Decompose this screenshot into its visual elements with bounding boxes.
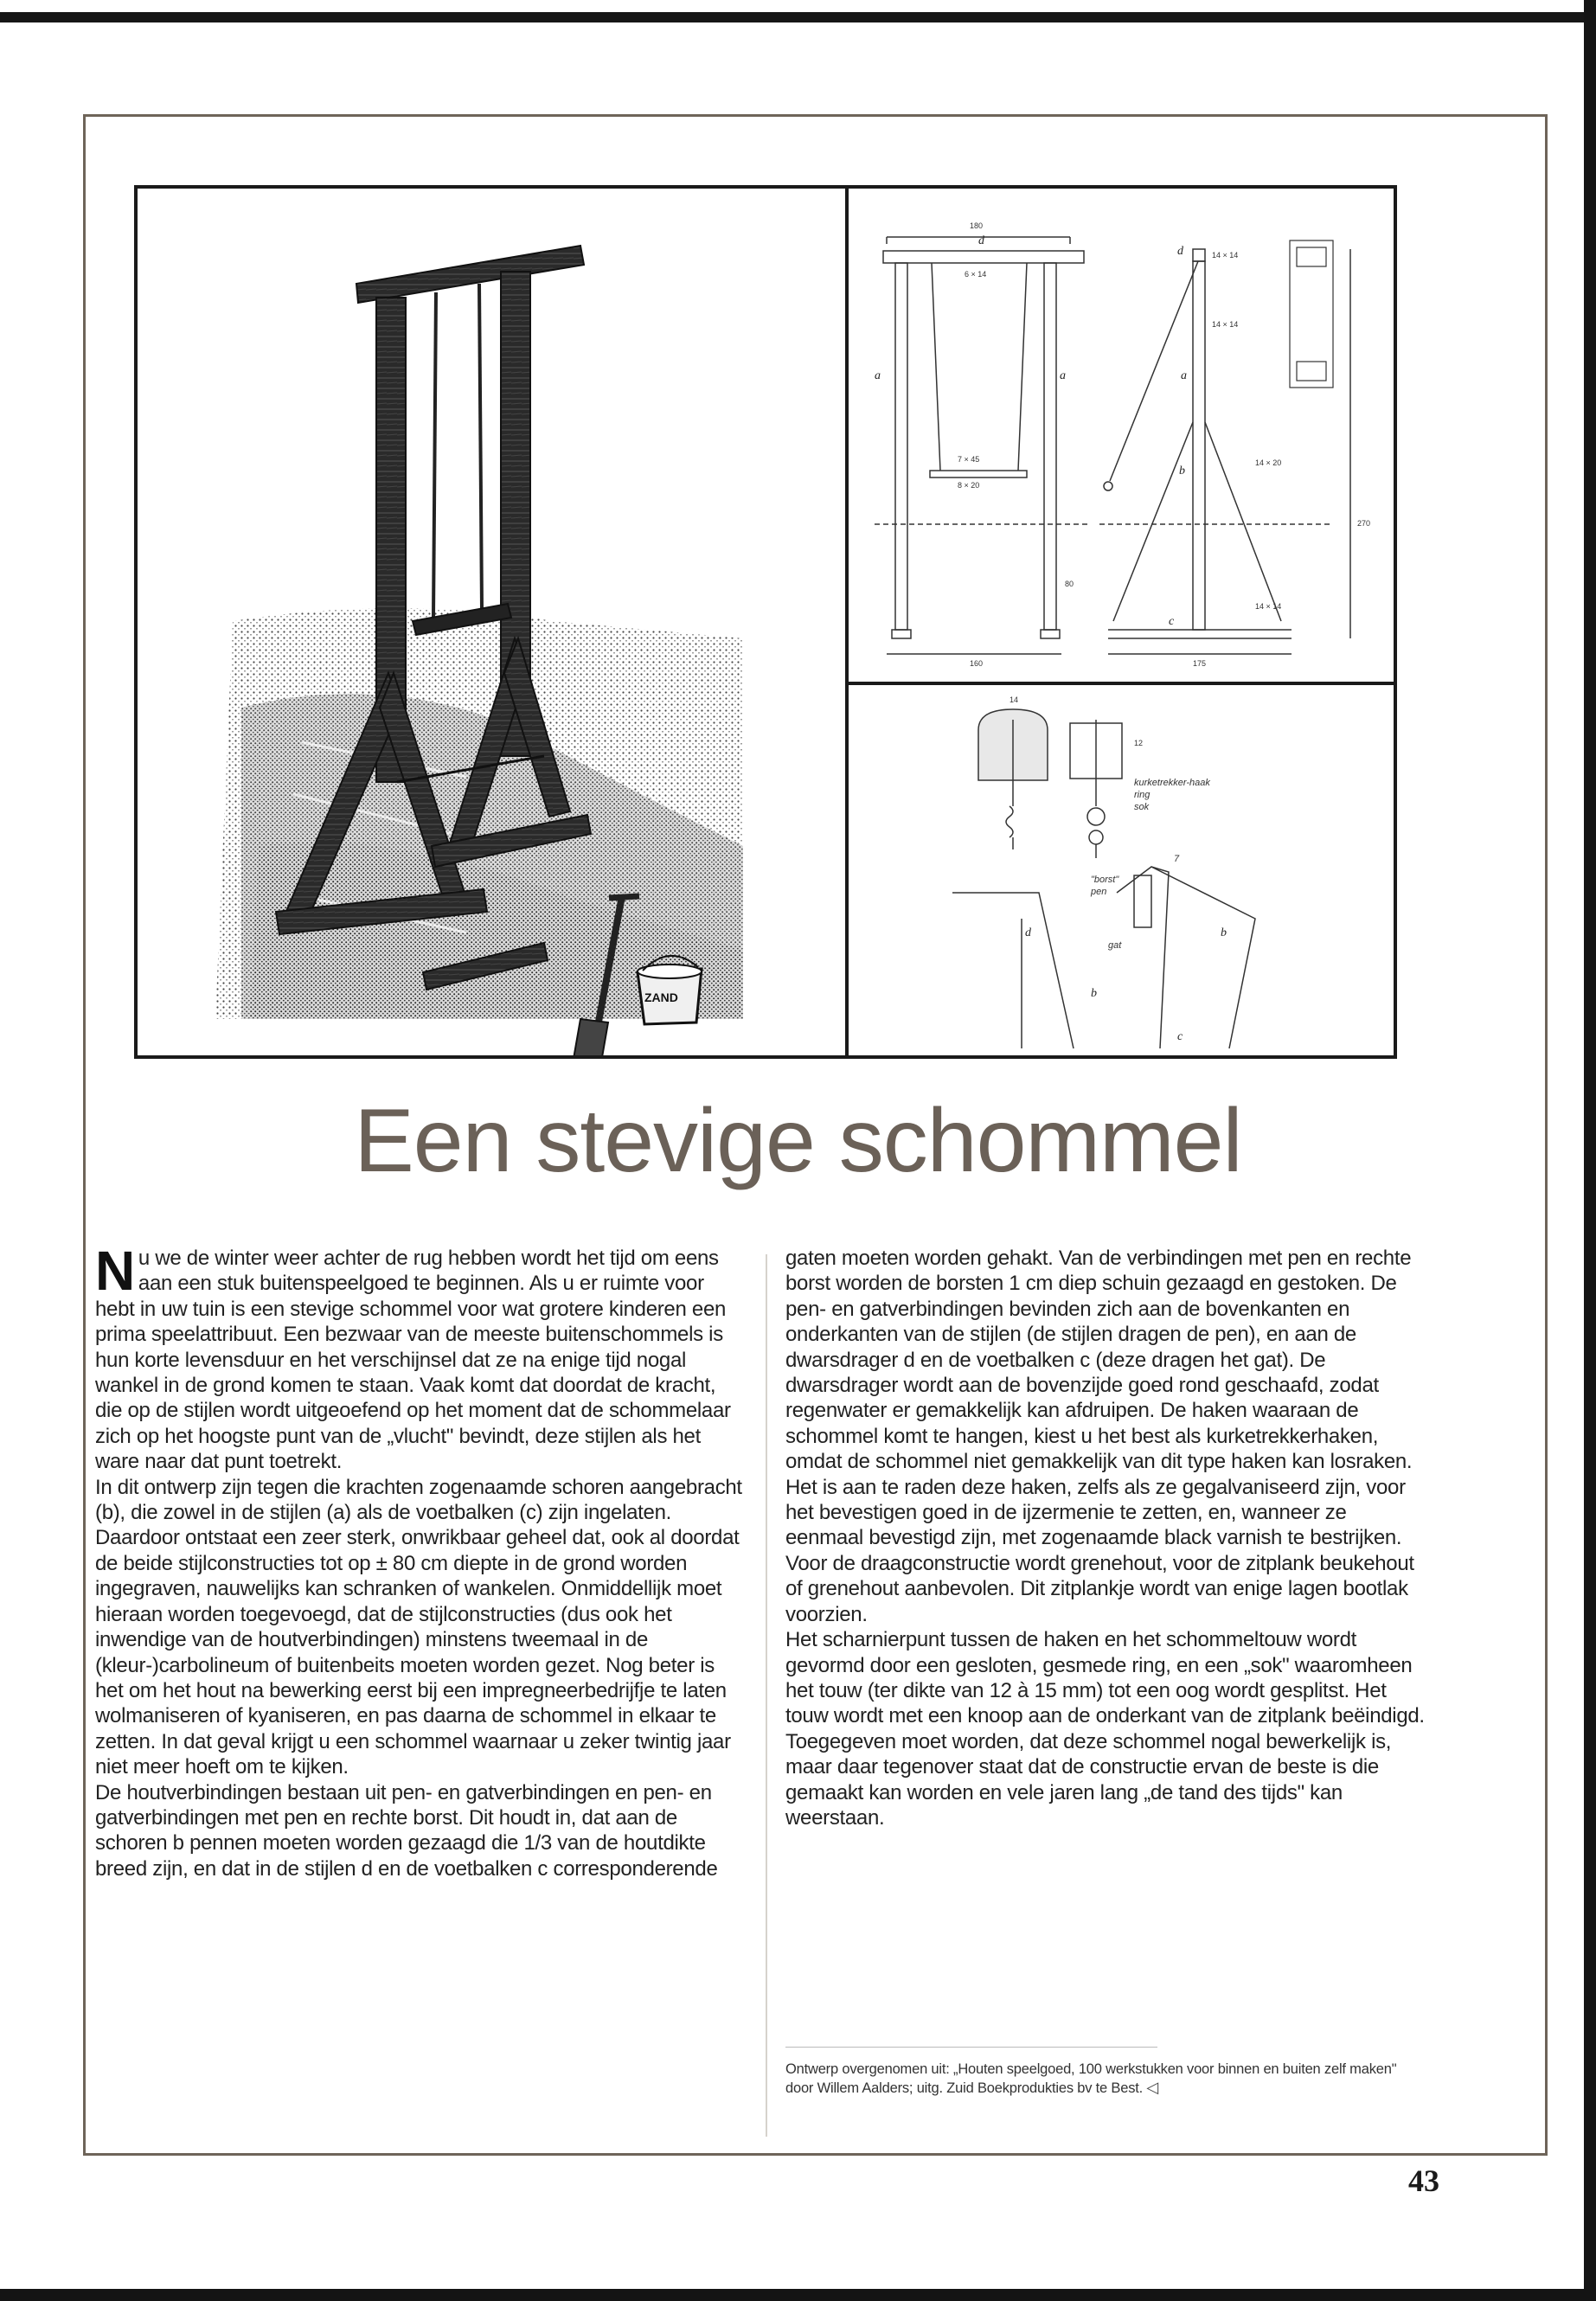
detail-label-c: c — [1177, 1030, 1183, 1043]
paragraph-joints-continued: gaten moeten worden gehakt. Van de verbindingen met pen en rechte borst worden de borsten 1 cm diep schuin gezaagd en gestoken. De pen- en gatverbindingen bevinden zich aan de bovenkanten en onderkanten van de stijlen (de stijlen dragen de pen), en aan de dwarsdrager d en de voetbalken c (deze dragen het gat). De dwarsdrager wordt aan de bovenzijde goed rond geschaafd, zodat regenwater er gemakkelijk kan afdruipen. De haken waaraan de schommel komt te hangen, kiest u het best als kurketrekkerhaken, omdat de schommel niet gemakkelijk van dit type haken kan losraken. Het is aan te raden deze haken, zelfs als ze gegalvaniseerd zijn, voor het bevestigen goed in de ijzermenie te zetten, en, wanneer ze eenmaal bevestigd zijn, met zogenaamde black varnish te bestrijken. Voor de draagconstructie wordt grenehout, voor de zitplank beukehout of grenehout aanbevolen. Dit zitplankje wordt van enige lagen bootlak voorzien. — [785, 1247, 1414, 1626]
drop-cap: N — [95, 1240, 135, 1302]
front-dim-seat: 7 × 45 — [958, 455, 980, 464]
construction-drawing — [849, 189, 1394, 685]
page-number: 43 — [1408, 2163, 1439, 2198]
side-view — [1099, 249, 1350, 654]
side-label-b: b — [1179, 465, 1185, 478]
note-sok: sok — [1134, 802, 1150, 812]
article-column-left — [95, 1240, 746, 1881]
note-gat: gat — [1108, 940, 1122, 951]
side-dim-top: 14 × 14 — [1212, 251, 1239, 260]
side-label-d: d — [1177, 245, 1183, 258]
detail-label-b-lower: b — [1091, 987, 1097, 1000]
detail-label-d: d — [1025, 926, 1031, 939]
side-dim-post: 14 × 14 — [1212, 320, 1239, 329]
paragraph-intro: u we de winter weer achter de rug hebben wordt het tijd om eens aan een stuk buitenspeelgoed te beginnen. Als u er ruimte voor hebt in uw tuin is een stevige schommel voor wat grotere kinderen een prima speelattribuut. Een bezwaar van de meeste buitenschommels is hun korte levensduur en het verschijnsel dat ze na enige tijd nogal wankel in de grond komen te staan. Vaak komt dat doordat de kracht, die op de stijlen wordt uitgeoefend op het moment dat de schommelaar zich op het hoogste punt van de „vlucht" bevindt, deze stijlen als het ware naar dat punt toetrekt. — [95, 1247, 731, 1474]
scan-edge-bottom — [0, 2289, 1596, 2301]
figure-panel — [134, 185, 1397, 1059]
front-dim-base: 160 — [970, 659, 984, 668]
front-label-a-left: a — [875, 369, 881, 382]
bucket-label: ZAND — [644, 990, 678, 1004]
article-title: Een stevige schommel — [354, 1091, 1242, 1191]
side-label-a: a — [1181, 369, 1187, 382]
hook-plate — [1290, 240, 1333, 388]
credit-rule — [785, 2047, 1157, 2048]
detail-dim-height: 12 — [1134, 739, 1144, 747]
side-dim-height: 270 — [1357, 519, 1371, 528]
joint-detail-drawing — [849, 685, 1394, 1055]
front-dim-beam: 6 × 14 — [965, 270, 987, 279]
front-side-view — [849, 189, 1390, 682]
paragraph-hinge: Het scharnierpunt tussen de haken en het schommeltouw wordt gevormd door een gesloten, gesmede ring, en een „sok" waaromheen het touw (ter dikte van 12 à 15 mm) tot een oog wordt gesplitst. Het touw wordt met een knoop aan de onderkant van de zitplank beëindigd. Toegegeven moet worden, dat deze schommel nogal bewerkelijk is, maar daar tegenover staat dat de constructie ervan de beste is die gemaakt kan worden en vele jaren lang „de tand des tijds" kan weerstaan. — [785, 1628, 1425, 1830]
side-dim-base: 175 — [1193, 659, 1207, 668]
detail-view — [849, 685, 1390, 1052]
swing-illustration — [138, 189, 849, 1055]
note-pen: pen — [1091, 887, 1107, 897]
front-dim-depth: 80 — [1065, 580, 1074, 588]
paragraph-construction: In dit ontwerp zijn tegen die krachten zogenaamde schoren aangebracht (b), die zowel in de stijlen (a) als de voetbalken (c) zijn ingelaten. Daardoor ontstaat een zeer sterk, onwrikbaar geheel dat, ook al doordat de beide stijlconstructies tot op ± 80 cm diepte in de grond worden ingegraven, nauwelijks kan schranken of wankelen. Onmiddellijk moet hieraan worden toegevoegd, dat de stijlconstructies (dus ook het inwendige van de houtverbindingen) minstens tweemaal in de (kleur-)carbolineum of buitenbeits moeten worden gezet. Nog beter is het om het hout na bewerking eerst bij een impregneerbedrijfje te laten wolmaniseren of kyaniseren, en pas daarna de schommel in elkaar te zetten. In dat geval krijgt u een schommel waarnaar u zeker twintig jaar niet meer hoeft om te kijken. — [95, 1475, 742, 1779]
front-label-d: d — [978, 234, 984, 247]
front-view — [875, 237, 1091, 654]
top-rule — [0, 0, 1596, 22]
column-divider — [766, 1254, 767, 2137]
side-view-labels — [1169, 245, 1370, 668]
source-credit — [785, 2061, 1417, 2098]
article-column-right — [785, 1246, 1426, 1830]
side-dim-brace: 14 × 20 — [1255, 458, 1282, 467]
detail-dim-width: 14 — [1010, 695, 1019, 704]
front-label-a-right: a — [1060, 369, 1066, 382]
swing-drawing — [138, 189, 845, 1055]
detail-label-b: b — [1221, 926, 1227, 939]
note-borst: "borst" — [1091, 875, 1119, 885]
side-dim-foot: 14 × 14 — [1255, 602, 1282, 611]
note-ring: ring — [1134, 790, 1151, 800]
side-label-c: c — [1169, 615, 1175, 628]
swing-seat — [413, 284, 511, 635]
front-dim-seat-2: 8 × 20 — [958, 481, 980, 490]
sand-bucket — [638, 956, 702, 1024]
credit-text: Ontwerp overgenomen uit: „Houten speelgoed, 100 werkstukken voor binnen en buiten zelf maken" door Willem Aalders; uitg. Zuid Boekprodukties bv te Best. — [785, 2061, 1397, 2096]
note-corkscrew-hook: kurketrekker-haak — [1134, 778, 1210, 788]
end-mark-icon: ◁ — [1146, 2079, 1159, 2096]
front-dim-width: 180 — [970, 221, 984, 230]
paragraph-joints: De houtverbindingen bestaan uit pen- en gatverbindingen en pen- en gatverbindingen met pen en rechte borst. Dit houdt in, dat aan de schoren b pennen moeten worden gezaagd die 1/3 van de houtdikte breed zijn, en dat in de stijlen d en de voetbalken c corresponderende — [95, 1780, 718, 1881]
note-seven: 7 — [1174, 854, 1180, 864]
